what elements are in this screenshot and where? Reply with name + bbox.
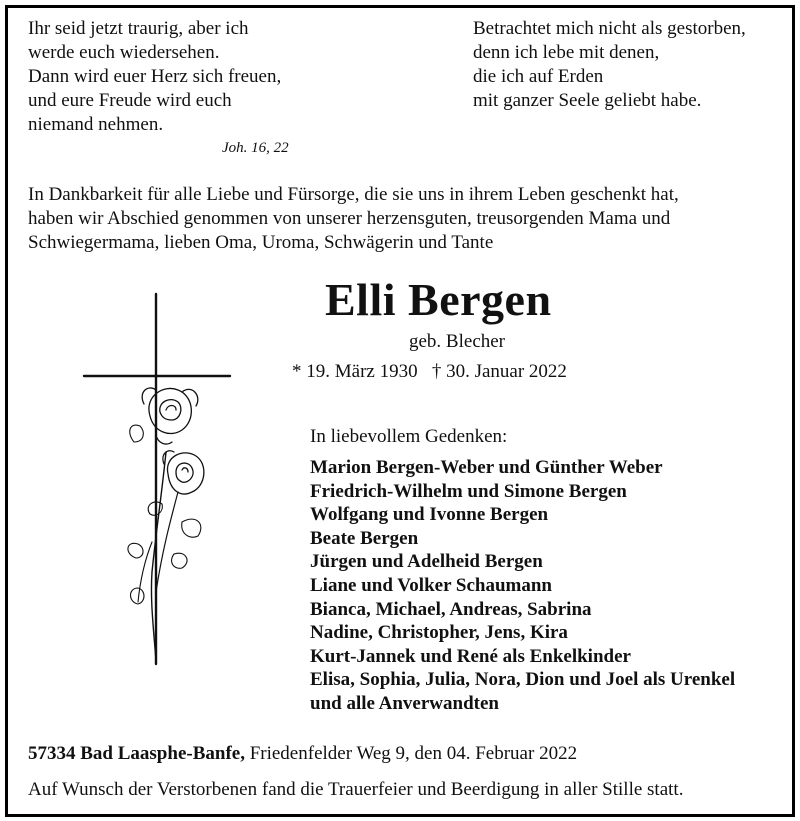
address-rest: Friedenfelder Weg 9, den 04. Februar 2022 [244, 743, 578, 764]
mourner-entry: Kurt-Jannek und René als Enkelkinder [310, 645, 631, 667]
mourner-entry: Nadine, Christopher, Jens, Kira [310, 622, 568, 644]
mourners-list [310, 456, 735, 716]
quote-source: Joh. 16, 22 [222, 140, 289, 156]
quote-left-line: und eure Freude wird euch [28, 90, 232, 111]
quote-right-line: mit ganzer Seele geliebt habe. [473, 90, 702, 111]
intro-line: haben wir Abschied genommen von unserer herzensguten, treusorgenden Mama und [28, 208, 671, 229]
quote-left-line: Ihr seid jetzt traurig, aber ich [28, 18, 249, 39]
cross-with-roses-image [78, 292, 258, 692]
mourner-entry: Friedrich-Wilhelm und Simone Bergen [310, 480, 627, 502]
quote-left-line: Dann wird euer Herz sich freuen, [28, 66, 282, 87]
quote-left-line: niemand nehmen. [28, 114, 164, 135]
mourner-entry: Beate Bergen [310, 527, 419, 549]
quote-right-line: Betrachtet mich nicht als gestorben, [473, 18, 746, 39]
mourner-entry: Wolfgang und Ivonne Bergen [310, 504, 549, 526]
quote-right [473, 17, 746, 113]
life-dates: * 19. März 1930 † 30. Januar 2022 [292, 361, 567, 382]
mourner-entry: Liane und Volker Schaumann [310, 574, 552, 596]
mourner-entry: und alle Anverwandten [310, 692, 499, 714]
deceased-name: Elli Bergen [325, 274, 552, 325]
mourner-entry: Elisa, Sophia, Julia, Nora, Dion und Joel als Urenkel [310, 669, 736, 691]
intro-line: In Dankbarkeit für alle Liebe und Fürsorge, die sie uns in ihrem Leben geschenkt hat, [28, 184, 679, 205]
mourner-entry: Jürgen und Adelheid Bergen [310, 551, 543, 573]
quote-right-line: die ich auf Erden [473, 66, 604, 87]
quote-right-line: denn ich lebe mit denen, [473, 42, 660, 63]
memory-heading: In liebevollem Gedenken: [310, 426, 508, 447]
quote-left-line: werde euch wiedersehen. [28, 42, 220, 63]
intro-line: Schwiegermama, lieben Oma, Uroma, Schwägerin und Tante [28, 232, 494, 253]
mourner-entry: Bianca, Michael, Andreas, Sabrina [310, 598, 592, 620]
birth-name: geb. Blecher [409, 331, 506, 352]
address-line [28, 742, 577, 766]
closing-note: Auf Wunsch der Verstorbenen fand die Trauerfeier und Beerdigung in aller Stille statt. [28, 779, 684, 800]
address-place: 57334 Bad Laasphe-Banfe, [28, 743, 245, 764]
intro-paragraph [28, 183, 679, 255]
quote-left [28, 17, 281, 137]
mourner-entry: Marion Bergen-Weber und Günther Weber [310, 457, 663, 478]
